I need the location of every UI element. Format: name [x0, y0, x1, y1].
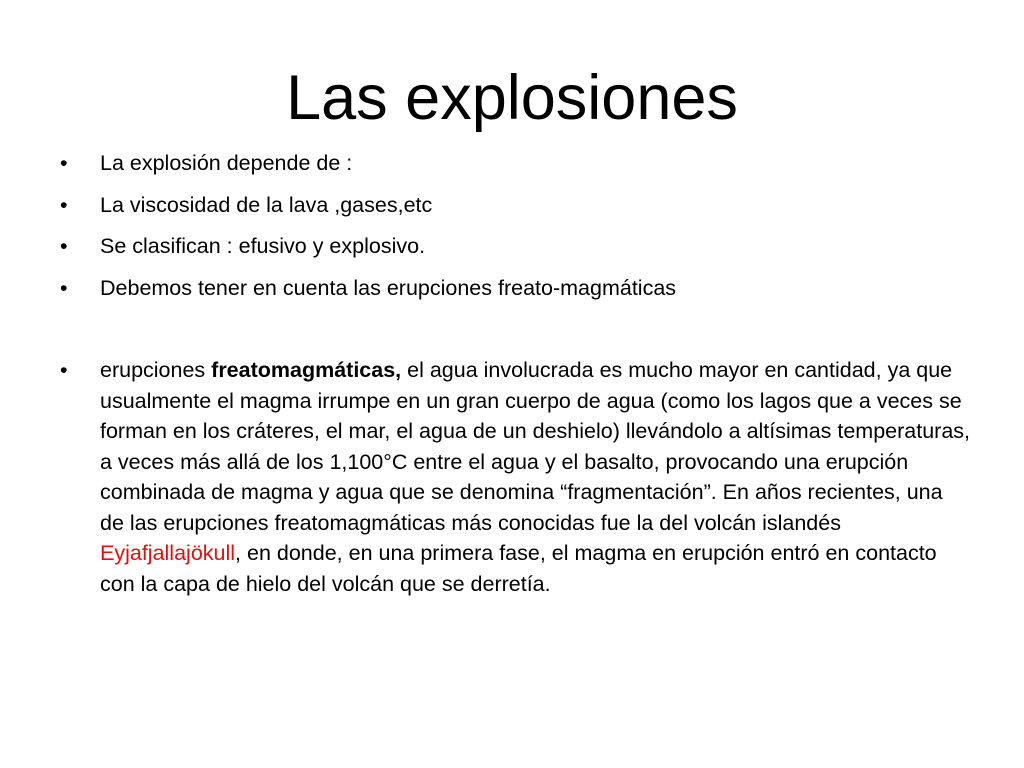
bullet-dot-icon: • — [60, 275, 68, 300]
bullet-item — [60, 148, 970, 179]
paragraph-lead: erupciones — [100, 358, 212, 382]
volcano-name-highlight: Eyjafjallajökull — [100, 541, 236, 565]
paragraph-tail: , en donde, en una primera fase, el magma en erupción entró en contacto con la capa de hielo del volcán que se derretía. — [100, 541, 937, 596]
bullet-dot-icon: • — [60, 192, 68, 217]
bullet-text: La explosión depende de : — [100, 151, 353, 175]
paragraph-middle: el agua involucrada es mucho mayor en cantidad, ya que usualmente el magma irrumpe en un gran cuerpo de agua (como los lagos que a veces se forman en los cráteres, el mar, el agua de un deshielo) llevándolo a altísimas temperaturas, a veces más allá de los 1,100°C entre el agua y el basalto, provocando una erupción combinada de magma y agua que se denomina “fragmentación”. En años recientes, una de las erupciones freatomagmáticas más conocidas fue la del volcán islandés — [100, 358, 971, 535]
slide-title: Las explosiones — [286, 63, 738, 133]
bullet-text: La viscosidad de la lava ,gases,etc — [100, 192, 433, 217]
bullet-text: Debemos tener en cuenta las erupciones freato-magmáticas — [100, 275, 677, 300]
bullet-item — [60, 231, 970, 262]
bullet-dot-icon: • — [60, 151, 68, 175]
bullet-paragraph — [60, 355, 970, 599]
bullet-dot-icon: • — [60, 234, 68, 258]
bullet-list — [60, 148, 970, 610]
bold-term: freatomagmáticas, — [211, 358, 402, 382]
bullet-item — [60, 190, 970, 221]
bullet-dot-icon: • — [60, 358, 68, 382]
bullet-text: Se clasifican : efusivo y explosivo. — [100, 234, 426, 258]
bullet-item — [60, 273, 970, 304]
